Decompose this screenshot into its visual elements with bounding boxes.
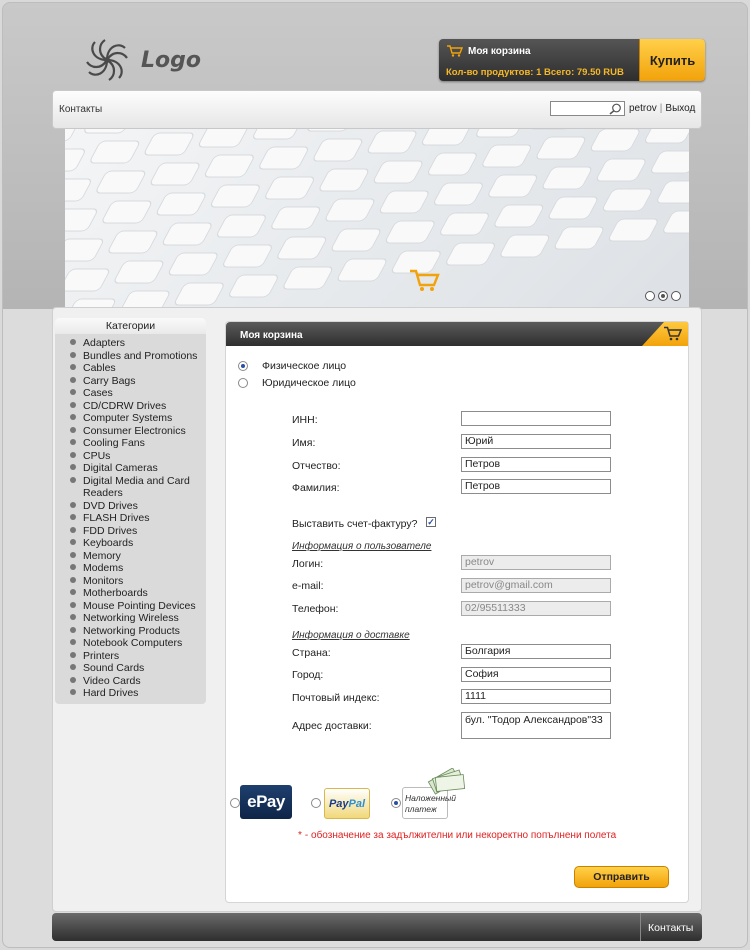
category-item[interactable] [55,375,206,388]
category-item[interactable] [55,475,206,500]
category-item[interactable] [55,650,206,663]
category-label: Sound Cards [83,662,145,674]
category-item[interactable] [55,625,206,638]
category-item[interactable] [55,362,206,375]
login-label: Логин: [292,558,324,570]
bullet-icon [70,477,76,483]
bullet-icon [70,602,76,608]
top-navbar [52,90,702,129]
keyboard-image [65,129,689,307]
user-separator: | [659,103,663,114]
category-label: Bundles and Promotions [83,349,198,362]
zip-field[interactable]: 1111 [461,689,611,704]
category-label: Digital Cameras [83,462,158,474]
category-label: Computer Systems [83,412,173,424]
bullet-icon [70,527,76,533]
category-label: DVD Drives [83,499,138,512]
search-icon[interactable] [609,103,622,115]
bullet-icon [70,402,76,408]
required-fields-note [298,830,616,841]
category-label: Video Cards [83,674,141,687]
sidebar-title: Категории [55,318,206,334]
phone-field[interactable]: 02/95511333 [461,601,611,616]
category-sidebar [55,318,206,704]
inn-label: ИНН: [292,414,318,426]
bullet-icon [70,639,76,645]
paypal-logo[interactable] [324,788,370,819]
bullet-icon [70,589,76,595]
category-item[interactable] [55,500,206,513]
bullet-icon [70,664,76,670]
phone-label: Телефон: [292,603,339,615]
bullet-icon [70,539,76,545]
zip-label: Почтовый индекс: [292,692,380,704]
bullet-icon [70,564,76,570]
bullet-icon [70,439,76,445]
cart-banner-icon [410,271,438,291]
surname-field[interactable]: Петров [461,479,611,494]
hero-banner [65,129,689,307]
category-item[interactable] [55,525,206,538]
category-label: Cases [83,387,113,399]
first-name-label: Имя: [292,437,316,449]
surname-label: Фамилия: [292,482,340,494]
bullet-icon [70,502,76,508]
bullet-icon [70,627,76,633]
paypal-logo-text-1: Pay [328,797,349,810]
category-label: Digital Media and Card Readers [83,474,190,499]
category-item[interactable] [55,425,206,438]
panel-cart-tab [642,322,688,346]
category-label: Networking Products [83,624,180,637]
bullet-icon [70,427,76,433]
cart-summary-title-row [447,45,531,57]
page-frame [2,2,748,948]
category-item[interactable] [55,537,206,550]
submit-button[interactable]: Отправить [574,866,669,888]
category-item[interactable] [55,687,206,700]
address-textarea[interactable]: бул. "Тодор Александров"33 [461,712,611,739]
bullet-icon [70,352,76,358]
category-item[interactable] [55,350,206,363]
category-label: FLASH Drives [83,512,150,524]
category-label: Notebook Computers [83,637,183,649]
category-label: Hard Drives [83,687,139,699]
category-label: CD/CDRW Drives [83,399,167,412]
category-item[interactable] [55,562,206,575]
nav-contacts-link[interactable]: Контакты [59,104,103,115]
bullet-icon [70,364,76,370]
first-name-field[interactable]: Юрий [461,434,611,449]
category-label: Cooling Fans [83,437,145,449]
cart-icon [447,45,463,57]
country-field[interactable]: Болгария [461,644,611,659]
slider-dot[interactable] [671,291,681,301]
city-field[interactable]: София [461,667,611,682]
payment-paypal-radio[interactable] [311,798,321,808]
category-item[interactable] [55,600,206,613]
category-item[interactable] [55,387,206,400]
bullet-icon [70,652,76,658]
buy-button[interactable]: Купить [639,39,705,81]
individual-radio[interactable] [238,361,248,371]
category-item[interactable] [55,337,206,350]
invoice-label: Выставить счет-фактуру? [292,518,418,530]
category-item[interactable] [55,450,206,463]
slider-dot[interactable] [645,291,655,301]
category-label: Carry Bags [83,374,136,387]
payment-epay-radio[interactable] [230,798,240,808]
bullet-icon [70,552,76,558]
country-label: Страна: [292,647,331,659]
patronymic-label: Отчество: [292,460,341,472]
user-name-link[interactable]: petrov [629,103,657,114]
category-item[interactable] [55,675,206,688]
category-label: Modems [83,562,124,574]
category-label: Cables [83,362,116,374]
bullet-icon [70,677,76,683]
category-label: Memory [83,549,121,562]
bullet-icon [70,414,76,420]
money-icon [426,768,466,796]
email-label: e-mail: [292,580,324,592]
category-item[interactable] [55,587,206,600]
bullet-icon [70,614,76,620]
logo-text: Logo [141,47,201,73]
category-item[interactable] [55,550,206,563]
category-item[interactable] [55,612,206,625]
category-item[interactable] [55,512,206,525]
patronymic-field[interactable]: Петров [461,457,611,472]
footer-contacts-link[interactable]: Контакты [648,922,694,934]
bullet-icon [70,339,76,345]
category-label: Keyboards [83,537,134,549]
slider-dots [645,291,681,301]
cart-summary-title: Моя корзина [468,45,531,57]
user-area [629,103,695,114]
login-field[interactable]: petrov [461,555,611,570]
panel-title: Моя корзина [240,330,303,341]
footer-bar [52,913,702,941]
cart-summary[interactable] [439,39,705,81]
category-list [55,334,206,700]
bullet-icon [70,452,76,458]
slider-dot-active[interactable] [658,291,668,301]
category-label: Monitors [83,574,124,587]
logo-swirl-icon [83,36,131,84]
bullet-icon [70,689,76,695]
cart-icon [664,326,682,341]
category-label: Networking Wireless [83,612,179,624]
inn-field[interactable] [461,411,611,426]
category-item[interactable] [55,662,206,675]
logo[interactable] [83,36,201,84]
city-label: Город: [292,669,324,681]
search-input[interactable] [550,101,625,116]
footer-divider [640,913,641,941]
invoice-checkbox[interactable]: ✓ [427,517,435,527]
bullet-icon [70,377,76,383]
bullet-icon [70,514,76,520]
category-label: Mouse Pointing Devices [83,599,196,612]
cart-form-panel [225,321,689,903]
category-label: Consumer Electronics [83,424,186,437]
cart-summary-info: Кол-во продуктов: 1 Всего: 79.50 RUB [446,67,624,78]
category-item[interactable] [55,437,206,450]
category-item[interactable] [55,412,206,425]
category-item[interactable] [55,575,206,588]
payment-cod-radio[interactable] [391,798,401,808]
category-label: Motherboards [83,587,148,599]
category-label: Printers [83,649,120,662]
category-item[interactable] [55,637,206,650]
category-label: Adapters [83,337,126,349]
category-item[interactable] [55,462,206,475]
email-field[interactable]: petrov@gmail.com [461,578,611,593]
logout-link[interactable]: Выход [665,103,696,114]
delivery-info-heading: Информация о доставке [292,630,410,641]
bullet-icon [70,577,76,583]
user-info-heading: Информация о пользователе [292,541,432,552]
individual-label: Физическое лицо [262,360,347,372]
cash-on-delivery-option[interactable]: Наложенный платеж [402,787,448,819]
bullet-icon [70,464,76,470]
required-star: * [298,830,302,841]
address-label: Адрес доставки: [292,720,372,732]
category-item[interactable] [55,400,206,413]
legal-entity-radio[interactable] [238,378,248,388]
legal-entity-label: Юридическое лицо [262,377,356,389]
paypal-logo-text-2: Pal [348,797,366,810]
required-note-text: - обозначение за задължителни или некоректно попълнени полета [304,830,617,841]
category-label: FDD Drives [83,524,138,537]
category-label: CPUs [83,449,111,462]
epay-logo[interactable]: ePay [240,785,292,819]
panel-header [226,322,688,346]
bullet-icon [70,389,76,395]
